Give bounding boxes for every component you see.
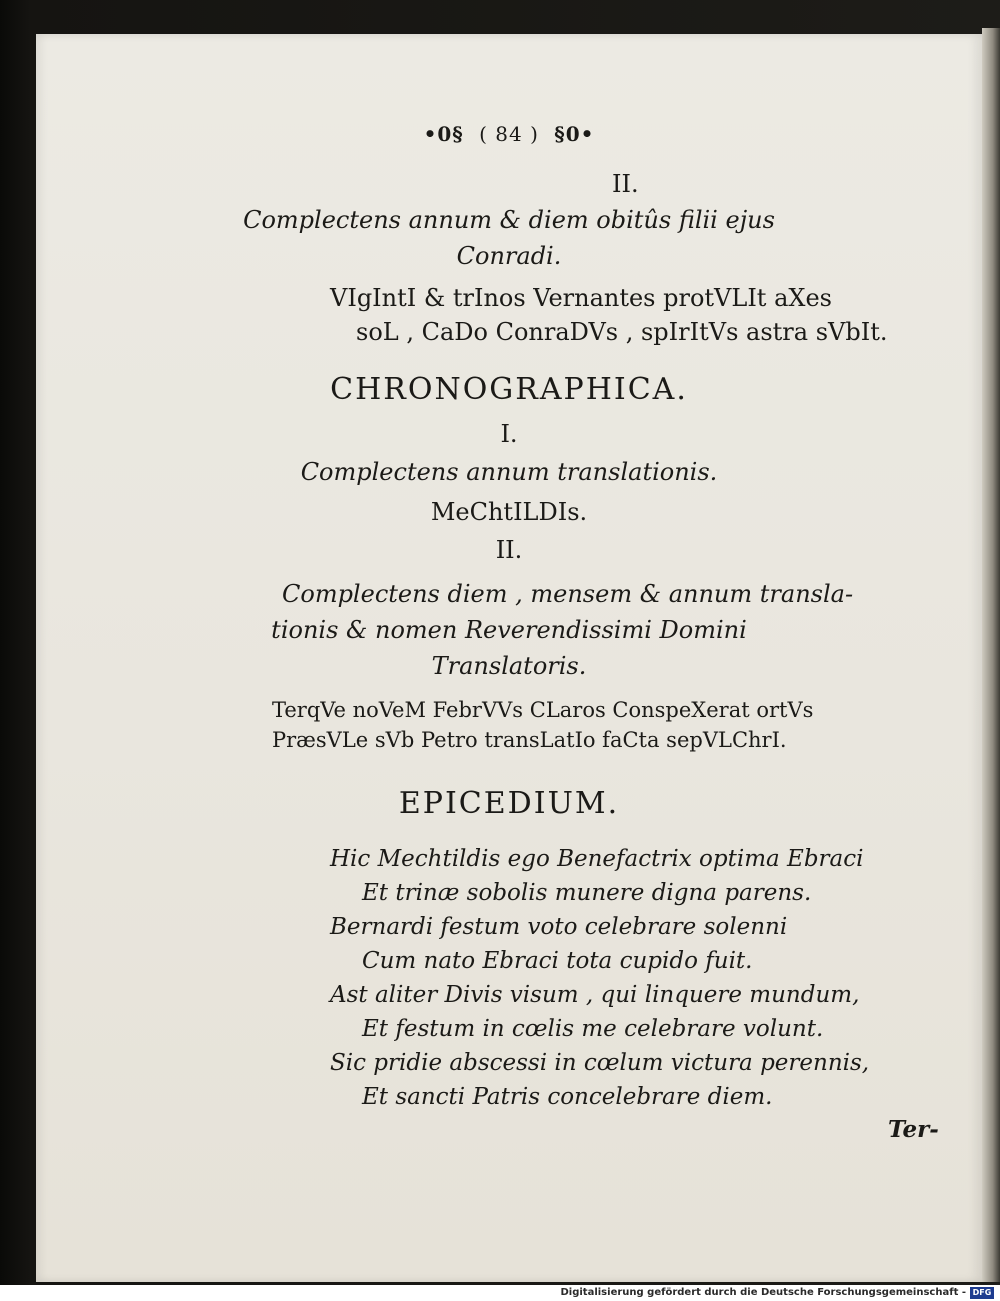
verse-line: Et trinæ sobolis munere digna parens. xyxy=(362,880,812,906)
part-heading-line: tionis & nomen Reverendissimi Domini xyxy=(271,616,747,644)
verse-line: Sic pridie abscessi in cœlum victura perennis, xyxy=(330,1050,870,1076)
verse-line: Bernardi festum voto celebrare solenni xyxy=(330,914,788,940)
next-page-edge xyxy=(982,28,1000,1282)
ornament-left: •0§ xyxy=(423,122,464,146)
verse-line: Hic Mechtildis ego Benefactrix optima Ebraci xyxy=(330,846,864,872)
chronogram-line: TerqVe noVeM FebrVVs CLaros ConspeXerat ortVs xyxy=(272,698,814,722)
part-number: II. xyxy=(495,536,523,564)
chronographica-title: CHRONOGRAPHICA. xyxy=(330,372,688,407)
ornament-right: §0• xyxy=(554,122,595,146)
section-heading-line: Complectens annum & diem obitûs filii ejus xyxy=(243,206,775,234)
part-heading-line: Translatoris. xyxy=(431,652,587,680)
page-header xyxy=(36,122,982,146)
dfg-logo: DFG xyxy=(970,1287,994,1299)
section-heading-line: Conradi. xyxy=(456,242,562,270)
chronogram-line: MeChtILDIs. xyxy=(430,498,588,526)
verse-line: Cum nato Ebraci tota cupido fuit. xyxy=(362,948,753,974)
verse-line: Et sancti Patris concelebrare diem. xyxy=(362,1084,773,1110)
verse-line: Ast aliter Divis visum , qui linquere mundum, xyxy=(330,982,860,1008)
part-number: I. xyxy=(500,420,518,448)
verse-line: Et festum in cœlis me celebrare volunt. xyxy=(362,1016,824,1042)
part-heading-line: Complectens diem , mensem & annum transla- xyxy=(282,580,854,608)
page-number: ( 84 ) xyxy=(479,122,539,146)
footer-credit: Digitalisierung gefördert durch die Deutsche Forschungsgemeinschaft - xyxy=(560,1287,966,1298)
chronogram-line: soL , CaDo ConraDVs , spIrItVs astra sVbIt. xyxy=(356,318,888,346)
section-number: II. xyxy=(612,170,639,198)
chronogram-line: VIgIntI & trInos Vernantes protVLIt aXes xyxy=(330,284,832,312)
catchword: Ter- xyxy=(888,1116,939,1143)
chronogram-line: PræsVLe sVb Petro transLatIo faCta sepVLChrI. xyxy=(272,728,787,752)
book-page xyxy=(36,34,982,1282)
part-heading: Complectens annum translationis. xyxy=(300,458,718,486)
epicedium-title: EPICEDIUM. xyxy=(398,786,620,821)
